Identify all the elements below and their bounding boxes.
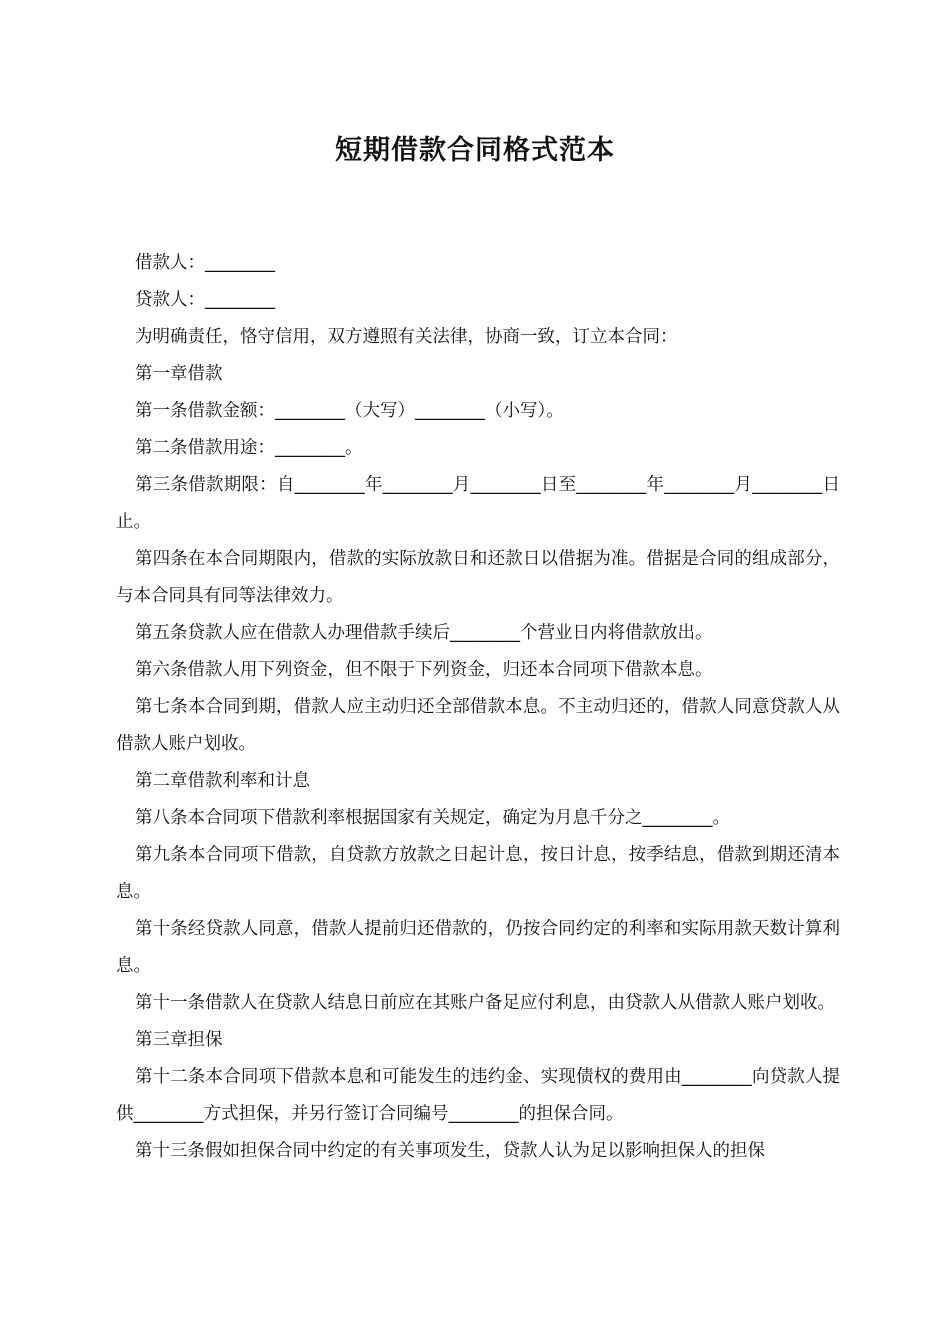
article-9: 第九条本合同项下借款，自贷款方放款之日起计息，按日计息，按季结息，借款到期还清本息。: [116, 845, 840, 902]
article-2: 第二条借款用途：________。: [135, 438, 363, 458]
article-11: 第十一条借款人在贷款人结息日前应在其账户备足应付利息，由贷款人从借款人账户划收。: [135, 993, 835, 1013]
article-4: 第四条在本合同期限内，借款的实际放款日和还款日以借据为准。借据是合同的组成部分，与本合同具有同等法律效力。: [116, 549, 840, 606]
document-body: [116, 245, 840, 1170]
article-5: 第五条贷款人应在借款人办理借款手续后________个营业日内将借款放出。: [135, 623, 713, 643]
chapter-heading-2: 第二章借款利率和计息: [135, 771, 310, 791]
paragraph-preamble: 为明确责任，恪守信用，双方遵照有关法律，协商一致，订立本合同：: [135, 327, 678, 347]
paragraph-borrower: 借款人：________: [135, 253, 275, 273]
article-12: 第十二条本合同项下借款本息和可能发生的违约金、实现债权的费用由________向贷款人提供________方式担保，并另行签订合同编号________的担保合同。: [116, 1067, 840, 1124]
document-title: 短期借款合同格式范本: [335, 135, 615, 166]
article-3: 第三条借款期限：自________年________月________日至________年________月________日止。: [116, 475, 840, 532]
chapter-heading-3: 第三章担保: [135, 1030, 223, 1050]
article-8: 第八条本合同项下借款利率根据国家有关规定，确定为月息千分之________。: [135, 808, 730, 828]
article-1: 第一条借款金额：________（大写）________（小写）。: [135, 401, 564, 421]
article-7: 第七条本合同到期，借款人应主动归还全部借款本息。不主动归还的，借款人同意贷款人从借款人账户划收。: [116, 697, 840, 754]
chapter-heading-1: 第一章借款: [135, 364, 223, 384]
article-6: 第六条借款人用下列资金，但不限于下列资金，归还本合同项下借款本息。: [135, 660, 713, 680]
article-10: 第十条经贷款人同意，借款人提前归还借款的，仍按合同约定的利率和实际用款天数计算利息。: [116, 919, 840, 976]
article-13: 第十三条假如担保合同中约定的有关事项发生，贷款人认为足以影响担保人的担保: [135, 1141, 765, 1161]
paragraph-lender: 贷款人：________: [135, 290, 275, 310]
